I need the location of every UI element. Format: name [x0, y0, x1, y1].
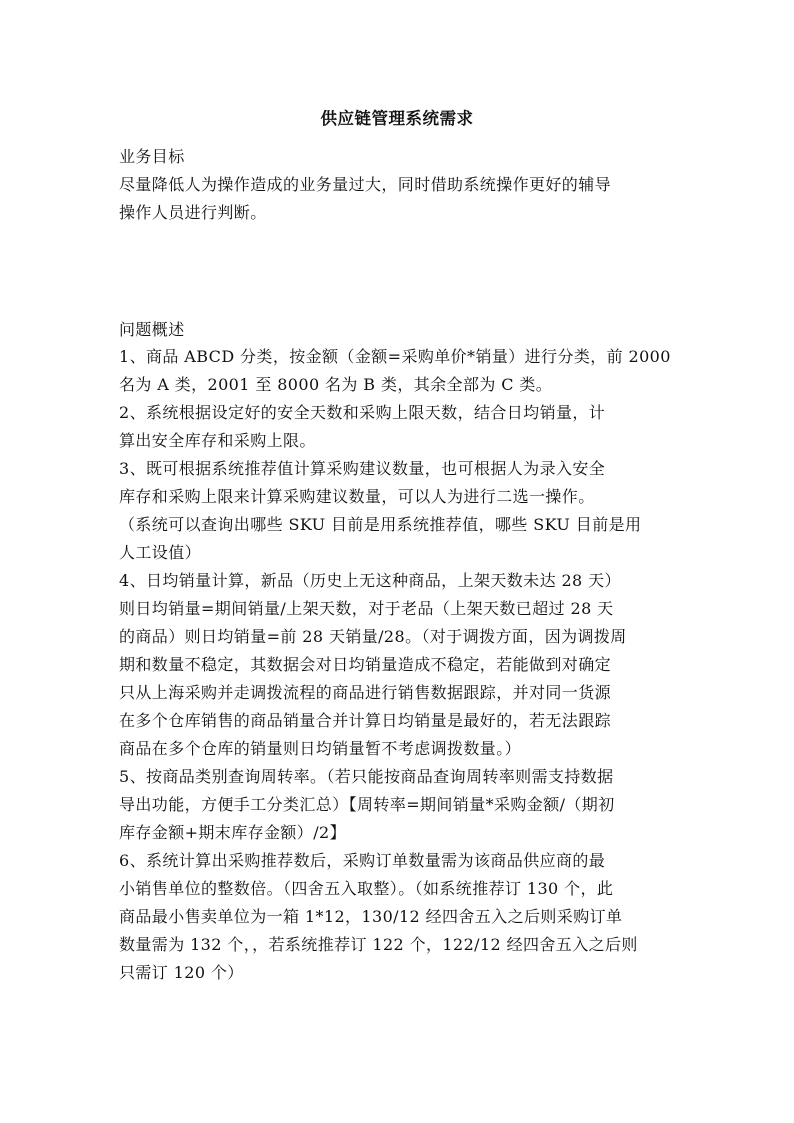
list-item-line: 商品在多个仓库的销量则日均销量暂不考虑调拨数量。）: [119, 739, 522, 758]
list-item-line: 小销售单位的整数倍。（四舍五入取整）。（如系统推荐订 130 个，此: [119, 879, 614, 898]
paragraph-line: 尽量降低人为操作造成的业务量过大，同时借助系统操作更好的辅导: [119, 175, 612, 194]
list-item-line: 商品最小售卖单位为一箱 1*12，130/12 经四舍五入之后则采购订单: [119, 907, 623, 926]
list-item-line: 在多个仓库销售的商品销量合并计算日均销量是最好的，若无法跟踪: [119, 711, 612, 730]
list-item-line: 则日均销量=期间销量/上架天数，对于老品（上架天数已超过 28 天: [119, 599, 614, 618]
list-item: [119, 567, 679, 763]
business-goal-paragraph: [119, 171, 679, 227]
list-item-line: 期和数量不稳定，其数据会对日均销量造成不稳定，若能做到对确定: [119, 655, 612, 674]
list-item: [119, 455, 679, 567]
section-heading-business-goal: 业务目标: [119, 147, 185, 166]
list-item-line: 3、既可根据系统推荐值计算采购建议数量，也可根据人为录入安全: [119, 459, 606, 478]
list-item-line: 2、系统根据设定好的安全天数和采购上限天数，结合日均销量，计: [119, 403, 606, 422]
list-item-line: 5、按商品类别查询周转率。（若只能按商品查询周转率则需支持数据: [119, 767, 614, 786]
list-item-line: （系统可以查询出哪些 SKU 目前是用系统推荐值，哪些 SKU 目前是用: [119, 515, 642, 534]
section-heading-problem-overview: 问题概述: [119, 320, 185, 339]
list-item: [119, 399, 679, 455]
list-item-line: 数量需为 132 个，，若系统推荐订 122 个，122/12 经四舍五入之后则: [119, 935, 638, 954]
list-item-line: 4、日均销量计算，新品（历史上无这种商品，上架天数未达 28 天）: [119, 571, 621, 590]
list-item-line: 算出安全库存和采购上限。: [119, 431, 316, 450]
list-item-line: 导出功能，方便手工分类汇总）【周转率=期间销量*采购金额/（期初: [119, 795, 615, 814]
list-item-line: 只从上海采购并走调拨流程的商品进行销售数据跟踪，并对同一货源: [119, 683, 612, 702]
list-item-line: 库存金额+期末库存金额）/2】: [119, 823, 346, 842]
list-item-line: 人工设值）: [119, 543, 202, 562]
list-item: [119, 847, 679, 987]
list-item-line: 库存和采购上限来计算采购建议数量，可以人为进行二选一操作。: [119, 487, 595, 506]
list-item-line: 1、商品 ABCD 分类，按金额（金额=采购单价*销量）进行分类，前 2000: [119, 347, 671, 366]
list-item-line: 的商品）则日均销量=前 28 天销量/28。（对于调拨方面，因为调拨周: [119, 627, 627, 646]
list-item-line: 名为 A 类，2001 至 8000 名为 B 类，其余全部为 C 类。: [119, 375, 553, 394]
list-item: [119, 763, 679, 847]
document-title: 供应链管理系统需求: [320, 109, 474, 128]
list-item-line: 只需订 120 个）: [119, 963, 244, 982]
problem-list: [119, 343, 679, 987]
list-item: [119, 343, 679, 399]
paragraph-line: 操作人员进行判断。: [119, 203, 267, 222]
list-item-line: 6、系统计算出采购推荐数后，采购订单数量需为该商品供应商的最: [119, 851, 606, 870]
